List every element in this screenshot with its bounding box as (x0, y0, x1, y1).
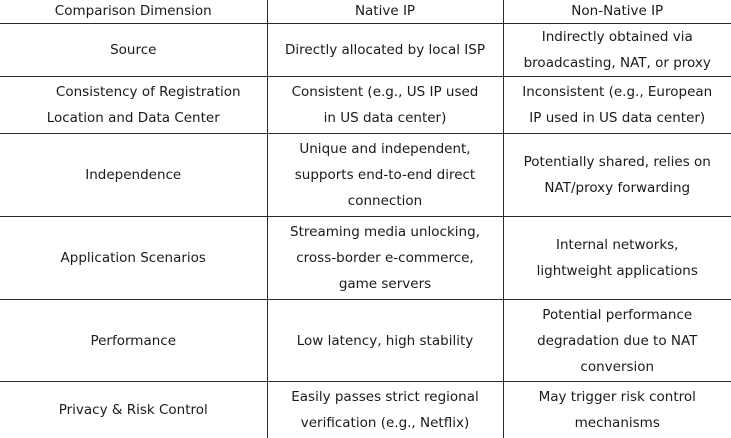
row-dimension-cell (0, 77, 267, 134)
row-dimension-cell: Independence (0, 134, 267, 217)
non-native-ip-cell: May trigger risk control mechanisms (503, 382, 731, 438)
dimension-label-line: Consistency of Registration (55, 84, 241, 100)
table-row (0, 24, 731, 77)
table-row (0, 134, 731, 217)
non-native-ip-cell: Internal networks, lightweight applications (503, 217, 731, 300)
header-native-ip: Native IP (267, 0, 503, 24)
non-native-ip-cell: Indirectly obtained via broadcasting, NAT, or proxy (503, 24, 731, 77)
table-header-row (0, 0, 731, 24)
table-row (0, 77, 731, 134)
native-ip-cell: Directly allocated by local ISP (267, 24, 503, 77)
non-native-ip-cell: Potentially shared, relies on NAT/proxy forwarding (503, 134, 731, 217)
native-ip-cell: Unique and independent, supports end-to-end direct connection (267, 134, 503, 217)
native-ip-cell: Low latency, high stability (267, 300, 503, 382)
non-native-ip-cell: Inconsistent (e.g., European IP used in US data center) (503, 77, 731, 134)
non-native-ip-cell: Potential performance degradation due to NAT conversion (503, 300, 731, 382)
native-ip-cell: Streaming media unlocking, cross-border e-commerce, game servers (267, 217, 503, 300)
table-row (0, 217, 731, 300)
native-ip-cell: Consistent (e.g., US IP used in US data center) (267, 77, 503, 134)
header-comparison-dimension: Comparison Dimension (0, 0, 267, 24)
header-non-native-ip: Non-Native IP (503, 0, 731, 24)
dimension-label-line: Location and Data Center (46, 110, 220, 126)
row-dimension-cell: Source (0, 24, 267, 77)
table-row (0, 300, 731, 382)
table-row (0, 382, 731, 438)
row-dimension-cell: Privacy & Risk Control (0, 382, 267, 438)
row-dimension-cell: Application Scenarios (0, 217, 267, 300)
native-ip-cell: Easily passes strict regional verification (e.g., Netflix) (267, 382, 503, 438)
row-dimension-cell: Performance (0, 300, 267, 382)
